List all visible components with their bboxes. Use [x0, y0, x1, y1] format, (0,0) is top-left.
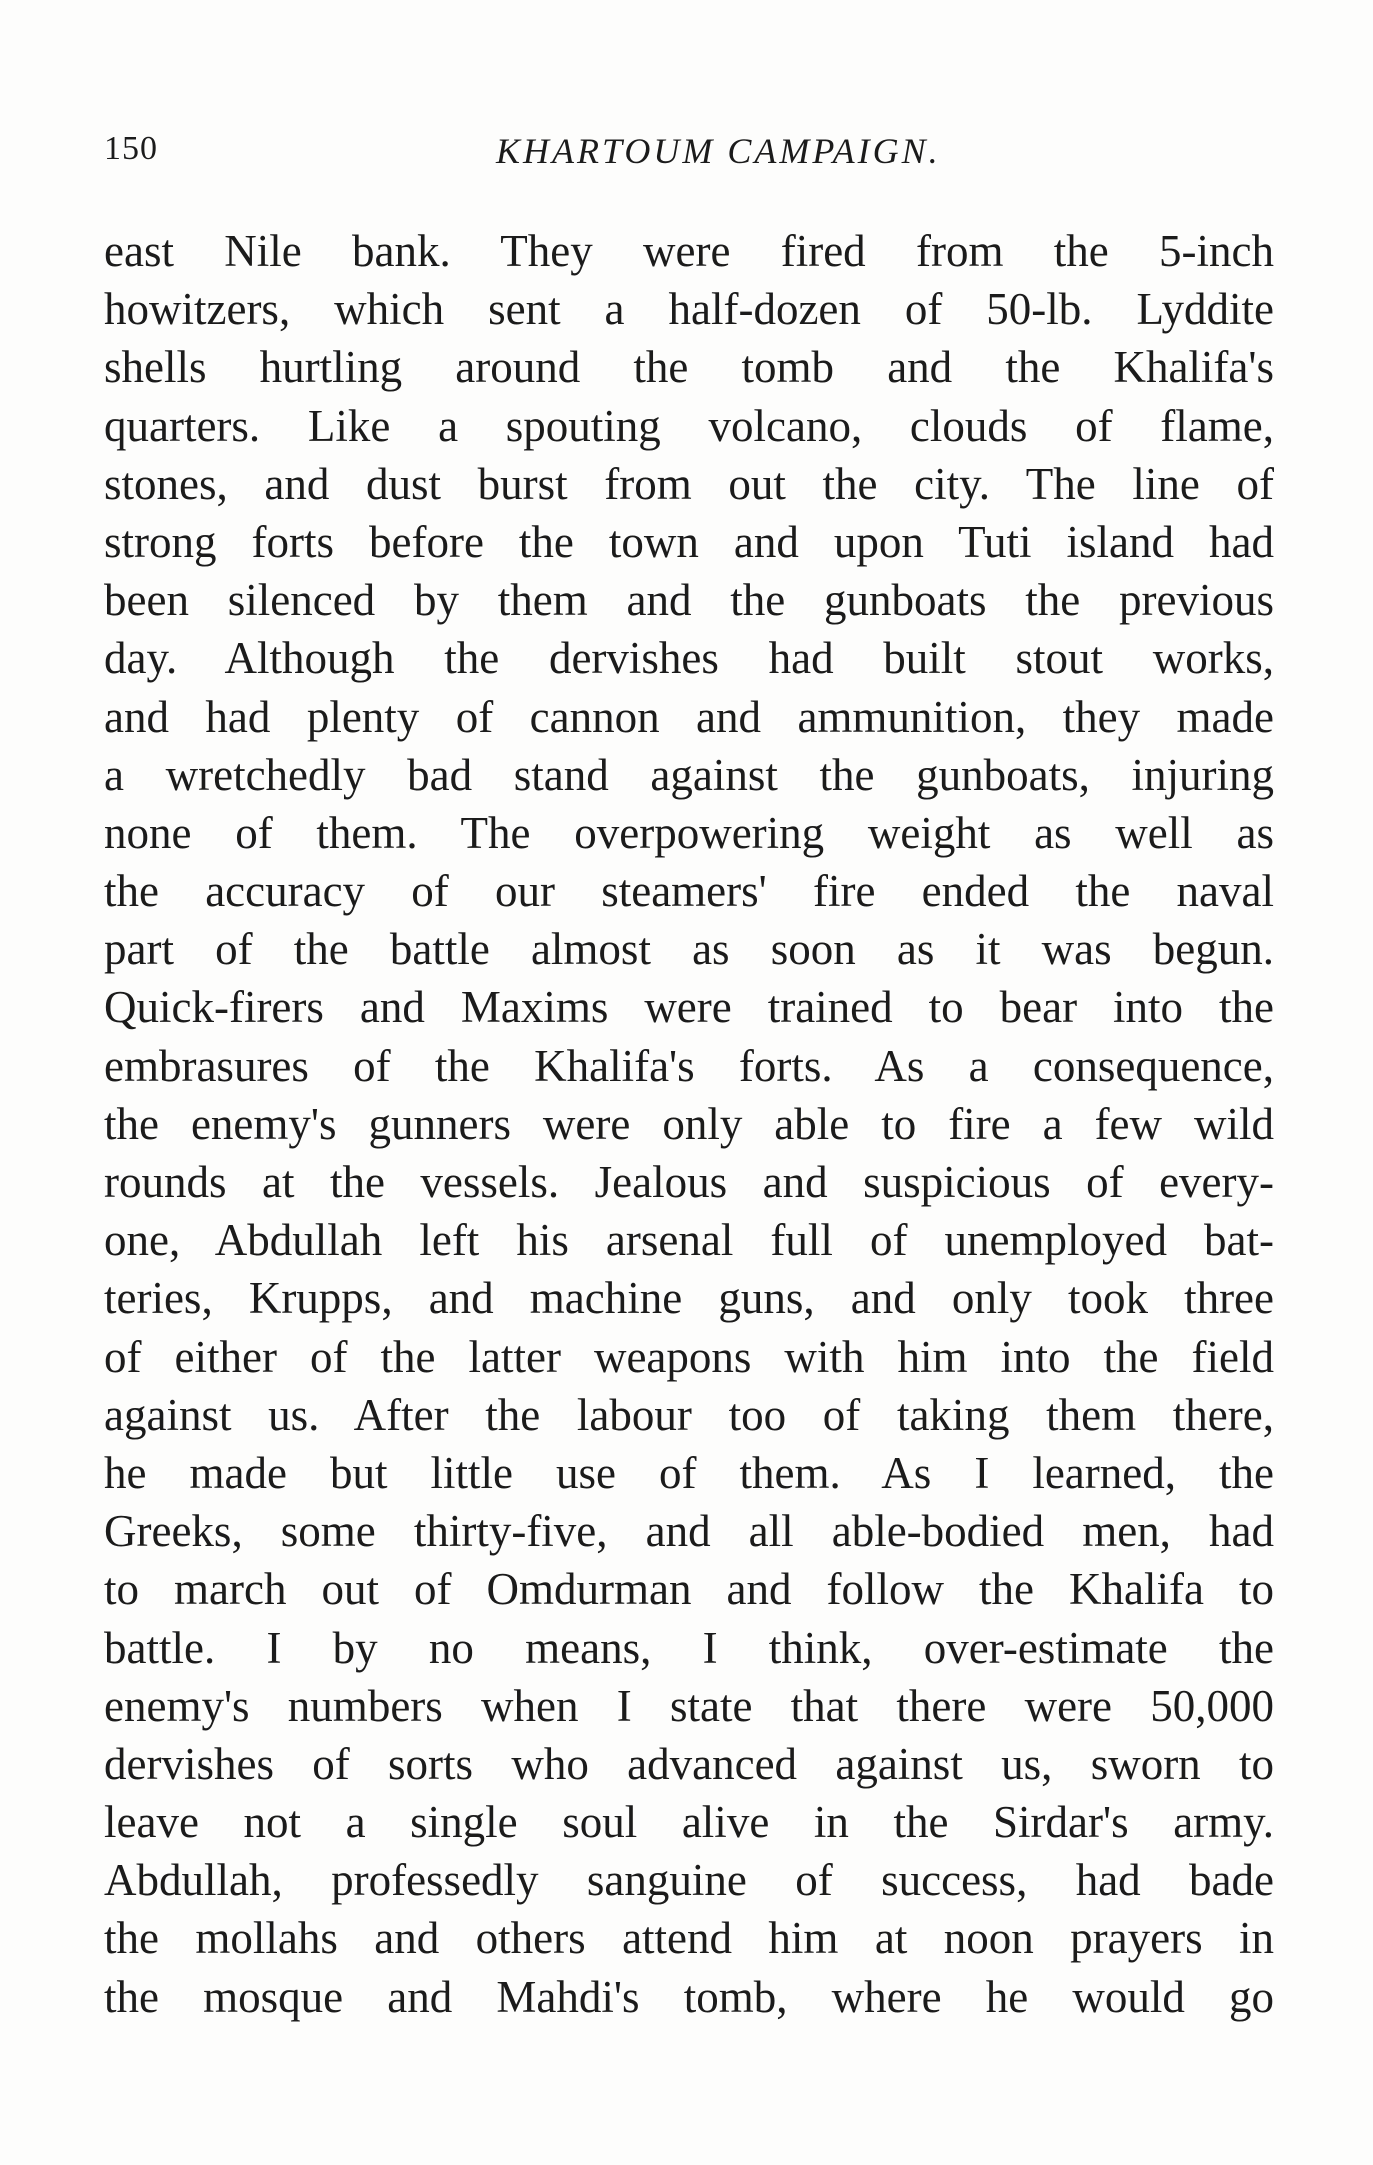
- page-number: 150: [104, 130, 158, 167]
- text-line: day. Although the dervishes had built stout works,: [104, 633, 1274, 684]
- text-line: east Nile bank. They were fired from the 5-inch: [104, 226, 1274, 276]
- text-line: rounds at the vessels. Jealous and suspicious of every-: [104, 1157, 1274, 1207]
- text-line: and had plenty of cannon and ammunition, they made: [104, 691, 1274, 742]
- text-line: leave not a single soul alive in the Sirdar's army.: [104, 1797, 1274, 1848]
- text-line: the accuracy of our steamers' fire ended the naval: [104, 866, 1274, 917]
- running-title: KHARTOUM CAMPAIGN.: [496, 131, 941, 171]
- text-line: Greeks, some thirty-five, and all able-bodied men, had: [104, 1506, 1274, 1557]
- body-text: [104, 222, 1274, 2026]
- text-line: embrasures of the Khalifa's forts. As a consequence,: [104, 1040, 1274, 1091]
- text-line: Abdullah, professedly sanguine of success, had bade: [104, 1855, 1274, 1906]
- text-line: the mosque and Mahdi's tomb, where he would go: [104, 1971, 1274, 2022]
- text-line: to march out of Omdurman and follow the Khalifa to: [104, 1564, 1274, 1615]
- text-line: battle. I by no means, I think, over-estimate the: [104, 1622, 1274, 1673]
- text-line: part of the battle almost as soon as it was begun.: [104, 924, 1274, 975]
- text-line: he made but little use of them. As I learned, the: [104, 1447, 1274, 1498]
- text-line: of either of the latter weapons with him into the field: [104, 1331, 1274, 1382]
- text-line: a wretchedly bad stand against the gunboats, injuring: [104, 749, 1274, 800]
- text-line: none of them. The overpowering weight as well as: [104, 807, 1274, 858]
- text-line: teries, Krupps, and machine guns, and only took three: [104, 1273, 1274, 1324]
- text-line: been silenced by them and the gunboats the previous: [104, 575, 1274, 626]
- text-line: against us. After the labour too of taking them there,: [104, 1389, 1274, 1440]
- text-line: one, Abdullah left his arsenal full of unemployed bat-: [104, 1215, 1274, 1266]
- text-line: the mollahs and others attend him at noon prayers in: [104, 1913, 1274, 1964]
- text-line: the enemy's gunners were only able to fire a few wild: [104, 1098, 1274, 1149]
- text-line: stones, and dust burst from out the city. The line of: [104, 458, 1274, 509]
- text-line: dervishes of sorts who advanced against us, sworn to: [104, 1738, 1274, 1789]
- text-line: quarters. Like a spouting volcano, clouds of flame,: [104, 400, 1274, 451]
- text-line: howitzers, which sent a half-dozen of 50-lb. Lyddite: [104, 284, 1274, 335]
- text-line: enemy's numbers when I state that there were 50,000: [104, 1680, 1274, 1731]
- text-line: shells hurtling around the tomb and the Khalifa's: [104, 342, 1274, 393]
- text-line: Quick-firers and Maxims were trained to bear into the: [104, 982, 1274, 1033]
- text-line: strong forts before the town and upon Tuti island had: [104, 516, 1274, 567]
- running-head: [100, 130, 1280, 180]
